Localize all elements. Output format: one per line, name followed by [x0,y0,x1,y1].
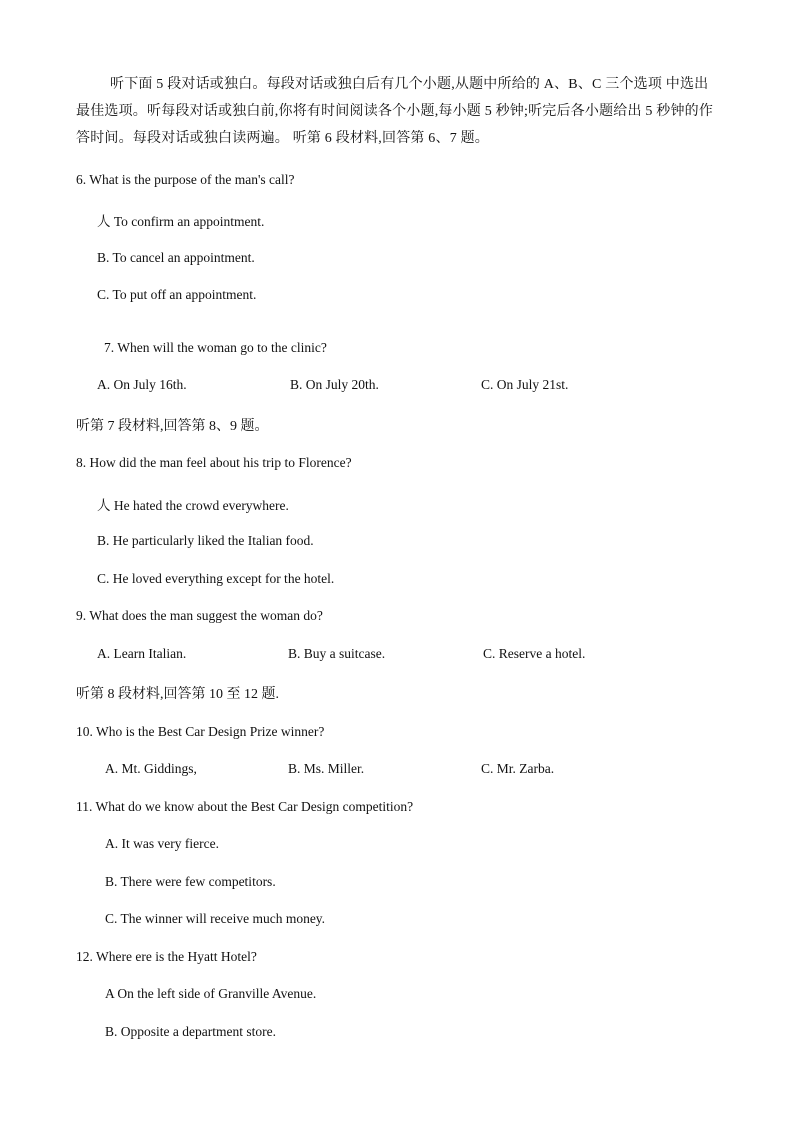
section-8-heading: 听第 8 段材料,回答第 10 至 12 题. [76,687,279,702]
question-12-stem: 12. Where ere is the Hyatt Hotel? [76,949,257,964]
question-8-option-b: B. He particularly liked the Italian food. [97,533,314,548]
question-7-option-b: B. On July 20th. [290,377,379,392]
question-9-stem: 9. What does the man suggest the woman do? [76,608,323,623]
question-8-stem: 8. How did the man feel about his trip to Florence? [76,455,352,470]
question-9-option-a: A. Learn Italian. [97,646,187,661]
question-12-option-a: A On the left side of Granville Avenue. [105,986,317,1001]
question-7-stem: 7. When will the woman go to the clinic? [104,340,327,355]
question-10-stem: 10. Who is the Best Car Design Prize winner? [76,724,325,739]
question-6-stem: 6. What is the purpose of the man's call? [76,172,295,187]
question-11-stem: 11. What do we know about the Best Car Design competition? [76,799,414,814]
question-6-option-b: B. To cancel an appointment. [97,250,255,265]
question-10-option-c: C. Mr. Zarba. [481,761,555,776]
question-7-option-c: C. On July 21st. [481,377,569,392]
question-10-option-a: A. Mt. Giddings, [105,761,197,776]
question-6-option-a: 人 To confirm an appointment. [97,214,265,229]
question-11-option-b: B. There were few competitors. [105,874,276,889]
question-11-option-a: A. It was very fierce. [105,836,219,851]
question-8-option-c: C. He loved everything except for the hotel. [97,571,335,586]
intro-paragraph: 听下面 5 段对话或独白。每段对话或独白后有几个小题,从题中所给的 A、B、C 三个选项 中选出最佳选项。听每段对话或独白前,你将有时间阅读各个小题,每小题 5 秒钟;听完后各小题给出 5 秒钟的作答时间。每段对话或独白读两遍。 听第 6 段材料,回答第 6、7 题。 [76,77,714,146]
question-11-option-c: C. The winner will receive much money. [105,911,326,926]
question-6-option-c: C. To put off an appointment. [97,287,257,302]
section-7-heading: 听第 7 段材料,回答第 8、9 题。 [76,419,269,434]
question-8-option-a: 人 He hated the crowd everywhere. [97,498,289,513]
question-9-option-c: C. Reserve a hotel. [483,646,586,661]
question-10-option-b: B. Ms. Miller. [288,761,365,776]
question-7-option-a: A. On July 16th. [97,377,187,392]
question-12-option-b: B. Opposite a department store. [105,1024,276,1039]
question-9-option-b: B. Buy a suitcase. [288,646,386,661]
